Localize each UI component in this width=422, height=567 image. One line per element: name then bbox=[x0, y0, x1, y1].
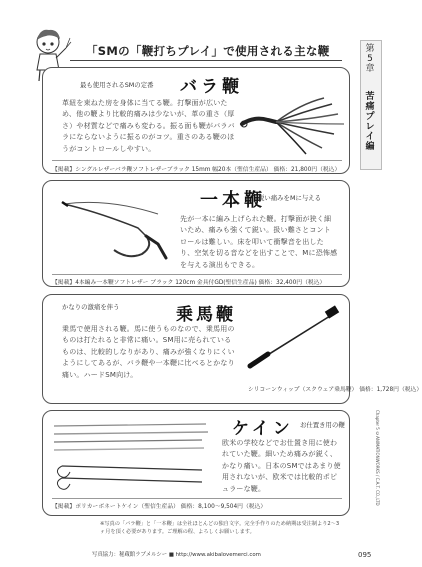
card-tagline: かなりの激痛を伴う bbox=[62, 303, 120, 311]
card-caption: 【掲載】4本編み一本鞭ソフトレザー ブラック 120cm 金具付GD(聖信生産品) 価格：32,400円（税込） bbox=[52, 274, 342, 286]
riding-crop-photo bbox=[246, 306, 342, 372]
card-tagline: 最も使用されるSMの定番 bbox=[80, 81, 154, 89]
card-caption: シリコーンウィップ（スクウェア乗馬鞭） 価格：1,728円（税込） bbox=[248, 387, 422, 393]
cane-photo bbox=[52, 420, 212, 492]
card-description: 先が一本に編み上げられた鞭。打撃面が狭く細いため、痛みも強くて鋭い。扱い難さとコントロールは難しい。床を叩いて衝撃音を出したり、空気を切る音などを出すことで、Mに恐怖感を与える演出もできる。 bbox=[180, 215, 338, 269]
page-title: 「SMの「鞭打ちプレイ」で使用される主な鞭 bbox=[86, 44, 330, 58]
card-description: 革紐を束ねた房を身体に当てる鞭。打撃面が広いため、他の鞭より比較的痛みは少ないが、革の重さ（厚さ）や材質などで痛みも変わる。振る面も鞭がバラバラにならないように振るのがコツ。重さのある鞭のほうがコントロールしやすい。 bbox=[62, 99, 235, 153]
single-tail-whip-photo bbox=[58, 192, 168, 264]
page-number: 095 bbox=[358, 551, 372, 559]
card-tagline: 鋭い痛みをMに与える bbox=[258, 194, 322, 202]
chapter-label: 第5章 bbox=[365, 44, 375, 74]
card-title: ケイン bbox=[232, 419, 294, 439]
card-tagline: お仕置き用の鞭 bbox=[300, 421, 345, 429]
card-title: 乗馬鞭 bbox=[176, 305, 236, 325]
photo-credit: 写真協力：秘蔵館ラブメルシー ■ http://www.akibalovemerci.com bbox=[92, 552, 261, 558]
flogger-photo bbox=[240, 94, 350, 156]
chapter-title: 苦痛プレイ編 bbox=[365, 92, 375, 152]
card-caption: 【掲載】ポリカーボネートケイン（聖信生産品） 価格：8,100～9,504円（税込） bbox=[52, 498, 342, 510]
card-description: 乗馬で使用される鞭。馬に使うものなので、乗馬用のものは打たれると非常に痛い。SM用に売られているものは、比較的しなりがあり、痛みが強くなりにくいようにしてあるが、バラ鞭や一本鞭に比べるとかなり痛い。ハードSM向け。 bbox=[62, 325, 235, 379]
card-caption: 【掲載】シングルレザーバラ鞭ソフトレザーブラック 15mm 幅20本（聖信生産品） 価格：21,800円（税込） bbox=[52, 160, 342, 173]
side-credit: Chapter 5 ©ANIMATIONWORKS / C.A.T. CO.,LTD bbox=[375, 410, 380, 506]
card-title: 一本鞭 bbox=[200, 190, 266, 211]
footnote: ※写真の「バラ鞭」と「一本鞭」は全社ほとんどの独自文字。完全手作りのため納期は受注制より2～3ヶ月を頂く必要があります。ご理解の程、よろしくお願いします。 bbox=[100, 521, 340, 535]
card-description: 欧米の学校などでお仕置き用に使われていた鞭。細いため痛みが鋭く、かなり痛い。日本のSMではあまり使用されないが、欧米では比較的ポピュラーな鞭。 bbox=[222, 439, 341, 493]
card-title: バラ鞭 bbox=[180, 77, 243, 97]
